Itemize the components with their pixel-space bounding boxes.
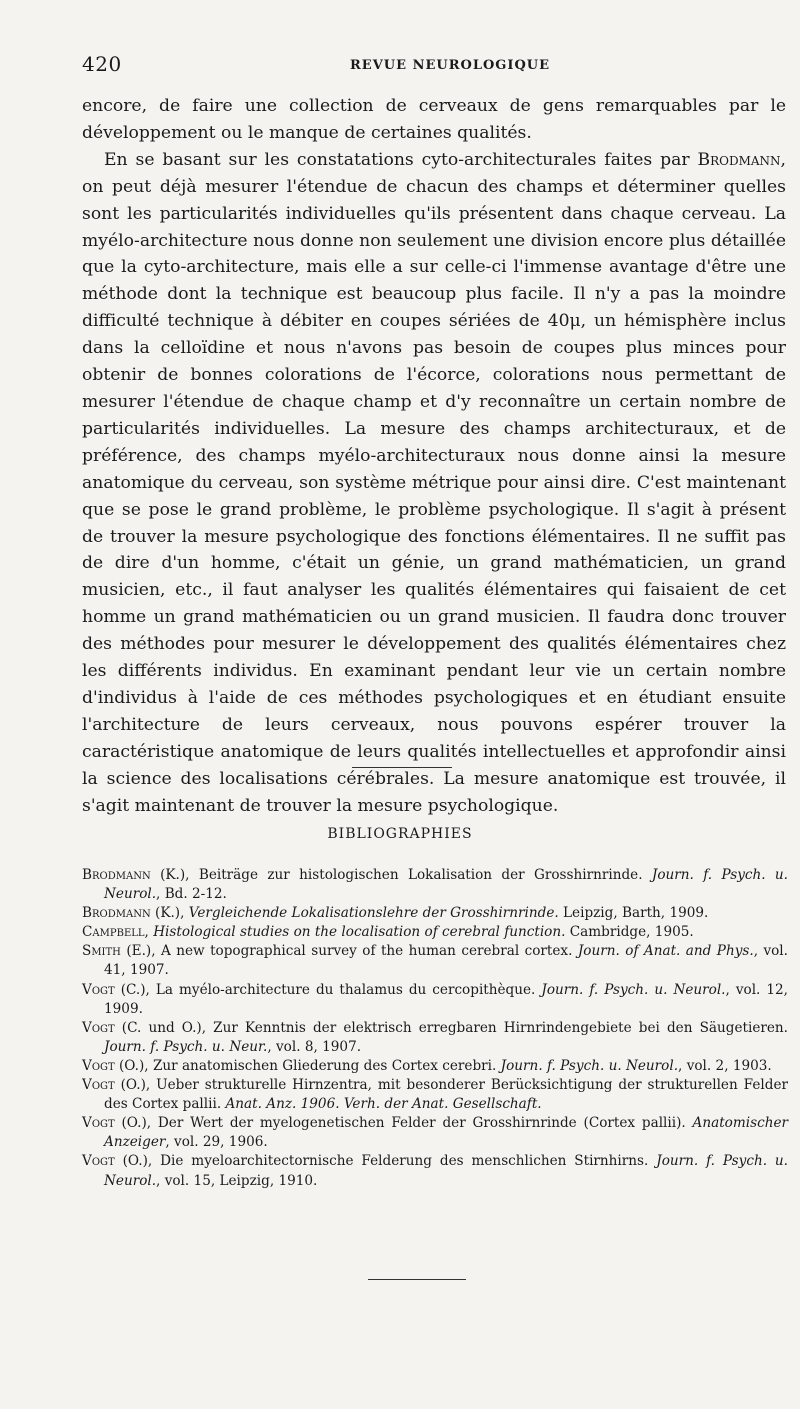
bibliography-entry xyxy=(82,866,788,904)
bib-title: Zur anatomischen Gliederung des Cortex cerebri. xyxy=(152,1057,501,1074)
bib-title: Zur Kenntnis der elektrisch erregbaren Hirnrindengebiete bei den Säugetieren. xyxy=(213,1019,788,1036)
running-title: REVUE NEUROLOGIQUE xyxy=(350,58,551,73)
bib-details: , vol. 8, 1907. xyxy=(267,1038,362,1055)
bib-author: Brodmann xyxy=(82,867,151,883)
paragraph-1: encore, de faire une collection de cerveaux de gens remarquables par le développement ou le manque de certaines qualités. xyxy=(82,96,786,143)
bibliography-entry xyxy=(82,1114,788,1152)
bib-author: Campbell xyxy=(82,924,145,941)
body-text xyxy=(82,93,786,819)
bib-title: Ueber strukturelle Hirnzentra, mit besonderer Berücksichtigung der strukturellen Felder des Cortex pallii. xyxy=(104,1077,788,1113)
bib-author: Vogt xyxy=(82,1019,115,1036)
paragraph-2 xyxy=(82,147,786,820)
bib-journal: Anat. Anz. 1906. Verh. der Anat. Gesellschaft. xyxy=(225,1096,542,1113)
bib-details: , vol. 2, 1903. xyxy=(678,1057,772,1074)
bibliography-entry xyxy=(82,1152,788,1190)
bib-initials: (K.), xyxy=(150,905,189,922)
bibliography-entry xyxy=(82,981,788,1019)
bibliography-heading: BIBLIOGRAPHIES xyxy=(327,826,473,842)
bib-details: , Bd. 2-12. xyxy=(156,886,227,903)
bibliography-entry xyxy=(82,923,788,942)
bib-journal: Vergleichende Lokalisationslehre der Grosshirnrinde. xyxy=(188,905,559,922)
bib-title: A new topographical survey of the human cerebral cortex. xyxy=(160,943,578,960)
bib-author: Vogt xyxy=(82,1115,115,1132)
bibliography-entry xyxy=(82,1057,788,1076)
bib-details: , vol. 12, 1909. xyxy=(104,981,788,1017)
bib-initials: (O.), xyxy=(114,1077,157,1094)
paragraph-2-rest: , on peut déjà mesurer l'étendue de chacun des champs et déterminer quelles sont les particularités individuelles qu'ils présentent dans chaque cerveau. La myélo-architecture nous donne non seulement une division encore plus détaillée que la cyto-architecture, mais elle a sur celle-ci l'immense avantage d'être une méthode dont la technique est beaucoup plus facile. Il n'y a pas la moindre difficulté technique à débiter en coupes sériées de 40μ, un hémisphère inclus dans la celloïdine et nous n'avons pas besoin de coupes plus minces pour obtenir de bonnes colorations de l'écorce, colorations nous permettant de mesurer l'étendue de chaque champ et d'y reconnaître un certain nombre de particularités individuelles. La mesure des champs architecturaux, et de préférence, des champs myélo-architecturaux nous donne ainsi la mesure anatomique du cerveau, son système métrique pour ainsi dire. C'est maintenant que se pose le grand problème, le problème psychologique. Il s'agit à présent de trouver la mesure psychologique des fonctions élémentaires. Il ne suffit pas de dire d'un homme, c'était un génie, un grand mathématicien, un grand musicien, etc., il faut analyser les qualités élémentaires qui faisaient de cet homme un grand mathématicien ou un grand musicien. Il faudra donc trouver des méthodes pour mesurer le développement des qualités élémentaires chez les différents individus. En examinant pendant leur vie un certain nombre d'individus à l'aide de ces méthodes psychologiques et en étudiant ensuite l'architecture de leurs cerveaux, nous pouvons espérer trouver la caractéristique anatomique de leurs qualités intellectuelles et approfondir ainsi la science des localisations cérébrales. La mesure anatomique est trouvée, il s'agit maintenant de trouver la mesure psychologique. xyxy=(82,149,786,816)
bib-details: Leipzig, Barth, 1909. xyxy=(558,905,709,922)
bib-author: Brodmann xyxy=(82,905,151,922)
bib-author: Smith xyxy=(82,943,121,960)
bib-initials: , xyxy=(144,924,154,941)
bib-initials: (E.), xyxy=(120,943,161,960)
bib-initials: (K.), xyxy=(150,867,199,883)
bib-title: Der Wert der myelogenetischen Felder der Grosshirnrinde (Cortex pallii). xyxy=(157,1115,693,1132)
bib-author: Vogt xyxy=(82,981,115,998)
bib-author: Vogt xyxy=(82,1057,115,1074)
bib-journal: Journ. f. Psych. u. Neur. xyxy=(104,1038,268,1055)
bib-initials: (C. und O.), xyxy=(114,1019,214,1036)
bib-details: , vol. 29, 1906. xyxy=(165,1134,268,1151)
bib-initials: (O.), xyxy=(114,1153,161,1170)
bib-author: Vogt xyxy=(82,1077,115,1094)
bib-initials: (O.), xyxy=(114,1115,158,1132)
bib-initials: (O.), xyxy=(114,1057,153,1074)
bib-details: , vol. 15, Leipzig, 1910. xyxy=(156,1172,318,1189)
bib-journal: Journ. f. Psych. u. Neurol. xyxy=(541,981,726,998)
bib-details: , vol. 41, 1907. xyxy=(104,943,788,979)
bibliography-entry xyxy=(82,1076,788,1114)
bibliography-entry xyxy=(82,1019,788,1057)
bib-author: Vogt xyxy=(82,1153,115,1170)
bib-journal: Journ. f. Psych. u. Neurol. xyxy=(104,1153,788,1189)
bib-journal: Anatomischer Anzeiger xyxy=(104,1115,788,1151)
section-divider xyxy=(352,767,452,768)
author-name: Brodmann xyxy=(697,149,781,170)
bibliography-entry xyxy=(82,904,788,923)
bib-title: Die myeloarchitectornische Felderung des menschlichen Stirnhirns. xyxy=(160,1153,657,1170)
bib-journal: Histological studies on the localisation of cerebral function. xyxy=(153,924,566,941)
page-header xyxy=(82,52,782,76)
bib-journal: Journ. of Anat. and Phys. xyxy=(577,943,754,960)
bibliography-entry xyxy=(82,942,788,980)
bib-journal: Journ. f. Psych. u. Neurol. xyxy=(500,1057,679,1074)
bibliography-list xyxy=(82,866,788,1191)
paragraph-2-start: En se basant sur les constatations cyto-architecturales faites par xyxy=(104,149,698,170)
bib-initials: (C.), xyxy=(114,981,156,998)
page-number: 420 xyxy=(82,52,122,76)
bib-journal: Journ. f. Psych. u. Neurol. xyxy=(104,867,789,903)
bib-title: La myélo-architecture du thalamus du cercopithèque. xyxy=(155,981,542,998)
bib-details: Cambridge, 1905. xyxy=(565,924,694,941)
bib-title: Beiträge zur histologischen Lokalisation der Grosshirnrinde. xyxy=(198,867,652,883)
end-divider xyxy=(368,1279,466,1280)
